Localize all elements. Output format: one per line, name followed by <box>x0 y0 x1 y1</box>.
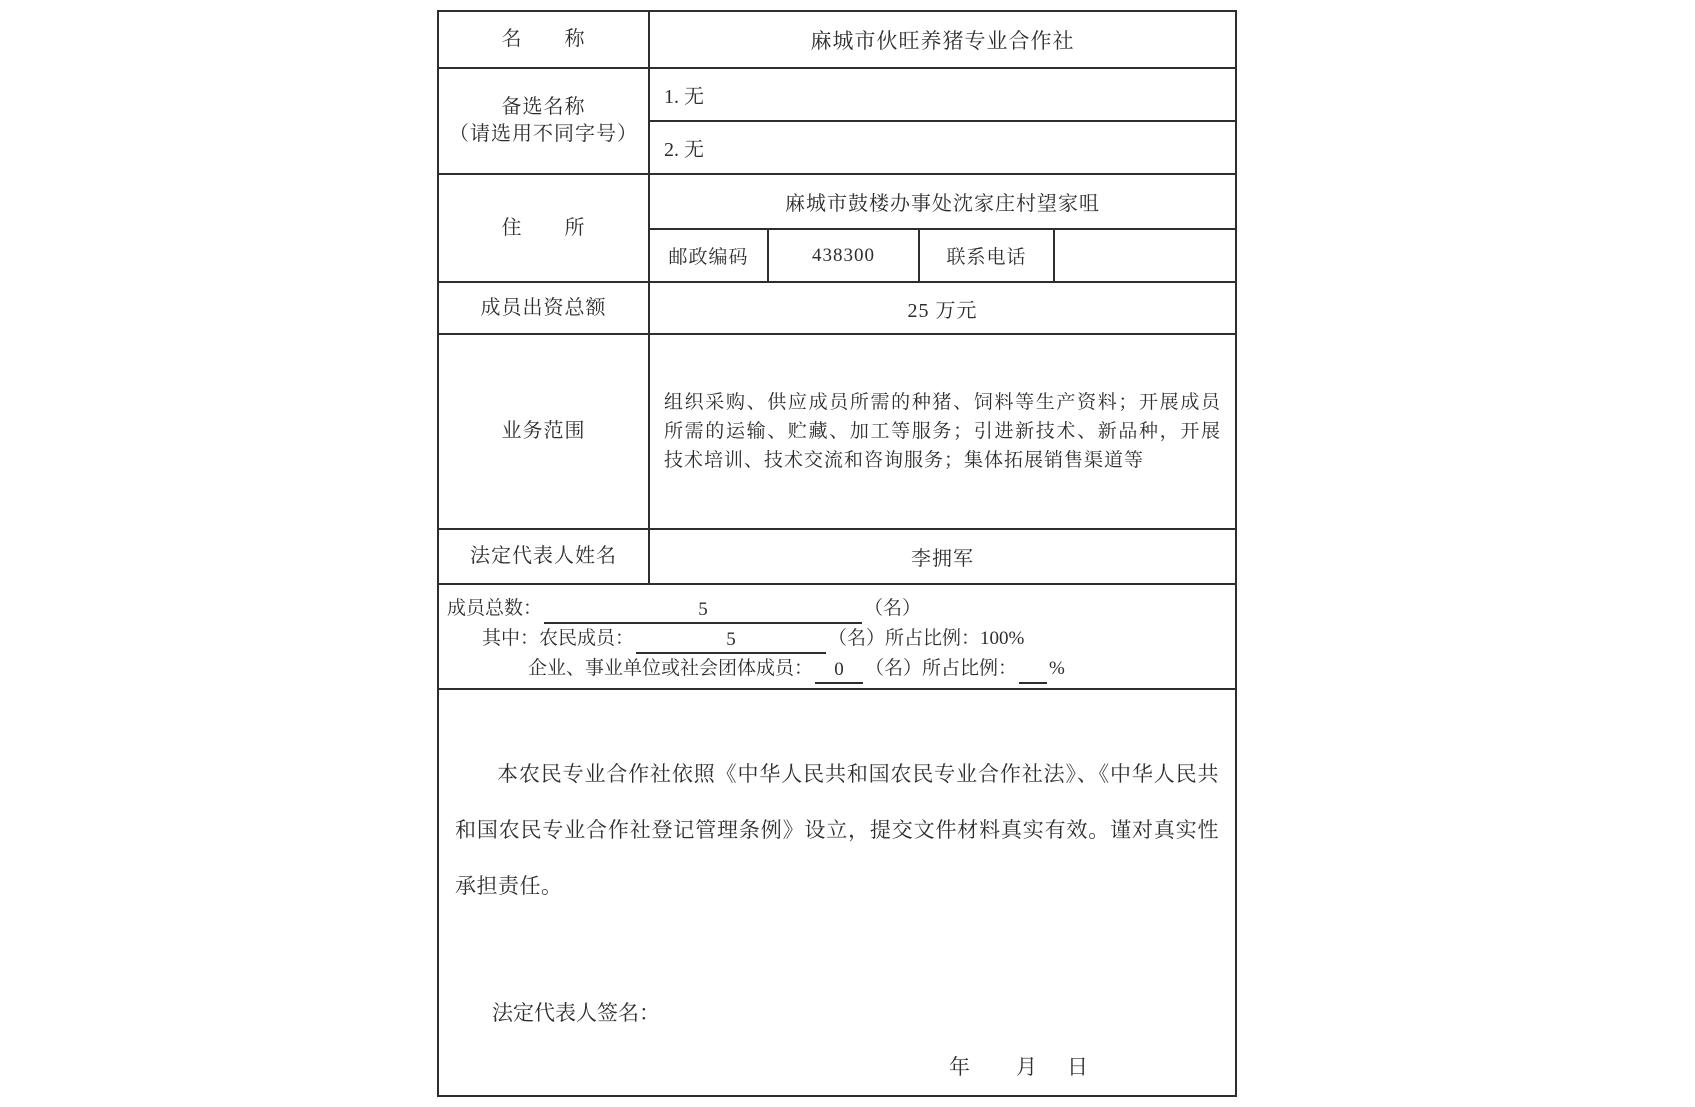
date-year-label: 年 <box>949 1055 970 1079</box>
name-label: 名 称 <box>439 12 650 67</box>
row-members <box>439 585 1235 690</box>
business-scope-cell <box>650 335 1235 528</box>
members-total-label: 成员总数： <box>447 598 543 619</box>
members-org-value-underline: 0 <box>815 658 863 684</box>
row-legal-rep <box>439 530 1235 585</box>
alt-names-values <box>650 69 1235 173</box>
alt-name-option-2: 2. 无 <box>664 139 704 161</box>
postal-code-value: 438300 <box>769 230 920 281</box>
signature-label: 法定代表人签名： <box>492 1001 660 1025</box>
row-alt-names <box>439 69 1235 175</box>
members-org-unit: （名）所占比例： <box>865 658 1018 679</box>
date-day-label: 日 <box>1067 1055 1088 1079</box>
address-value: 麻城市鼓楼办事处沈家庄村望家咀 <box>785 193 1100 215</box>
business-scope-value: 组织采购、供应成员所需的种猪、饲料等生产资料；开展成员所需的运输、贮藏、加工等服务；引进新技术、新品种，开展技术培训、技术交流和咨询服务；集体拓展销售渠道等 <box>664 392 1221 471</box>
row-capital <box>439 283 1235 335</box>
members-total-line <box>447 594 1227 624</box>
members-sub-prefix: 其中： <box>482 628 540 649</box>
alt-names-label-line1: 备选名称 <box>501 96 586 118</box>
capital-value: 25 万元 <box>907 299 978 322</box>
alt-name-option-2-row <box>650 122 1235 173</box>
address-values <box>650 175 1235 281</box>
row-name <box>439 12 1235 69</box>
legal-rep-value: 李拥军 <box>911 548 974 570</box>
legal-rep-label: 法定代表人姓名 <box>439 530 650 583</box>
alt-names-label <box>439 69 650 173</box>
alt-names-label-line2: （请选用不同字号） <box>449 123 638 145</box>
members-farmer-unit: （名）所占比例： <box>828 628 981 649</box>
row-address <box>439 175 1235 283</box>
registration-form-table <box>437 10 1237 1097</box>
business-scope-label: 业务范围 <box>439 335 650 528</box>
members-org-ratio-underline <box>1019 658 1047 684</box>
members-org-line <box>447 654 1227 684</box>
postal-phone-row <box>650 230 1235 281</box>
date-line <box>455 1052 1219 1082</box>
members-total-value-underline: 5 <box>544 598 862 624</box>
row-business-scope <box>439 335 1235 530</box>
members-farmer-value-underline: 5 <box>636 628 826 654</box>
members-farmer-ratio: 100% <box>980 628 1025 649</box>
members-total-unit: （名） <box>864 598 922 619</box>
alt-name-option-1: 1. 无 <box>664 86 704 108</box>
phone-value <box>1055 230 1235 281</box>
members-farmer-line <box>447 624 1227 654</box>
declaration-text: 本农民专业合作社依照《中华人民共和国农民专业合作社法》、《中华人民共和国农民专业合作社登记管理条例》设立，提交文件材料真实有效。谨对真实性承担责任。 <box>455 762 1219 898</box>
address-label: 住 所 <box>439 175 650 281</box>
alt-name-option-1-row <box>650 69 1235 122</box>
members-farmer-label: 农民成员： <box>539 628 635 649</box>
date-month-label: 月 <box>1016 1055 1037 1079</box>
postal-code-label: 邮政编码 <box>650 230 769 281</box>
members-org-percent-sign: % <box>1049 658 1065 679</box>
members-org-label: 企业、事业单位或社会团体成员： <box>528 658 814 679</box>
address-value-row <box>650 175 1235 230</box>
capital-label: 成员出资总额 <box>439 283 650 333</box>
phone-label: 联系电话 <box>920 230 1055 281</box>
name-value: 麻城市伙旺养猪专业合作社 <box>810 28 1075 53</box>
row-declaration <box>439 690 1235 1095</box>
